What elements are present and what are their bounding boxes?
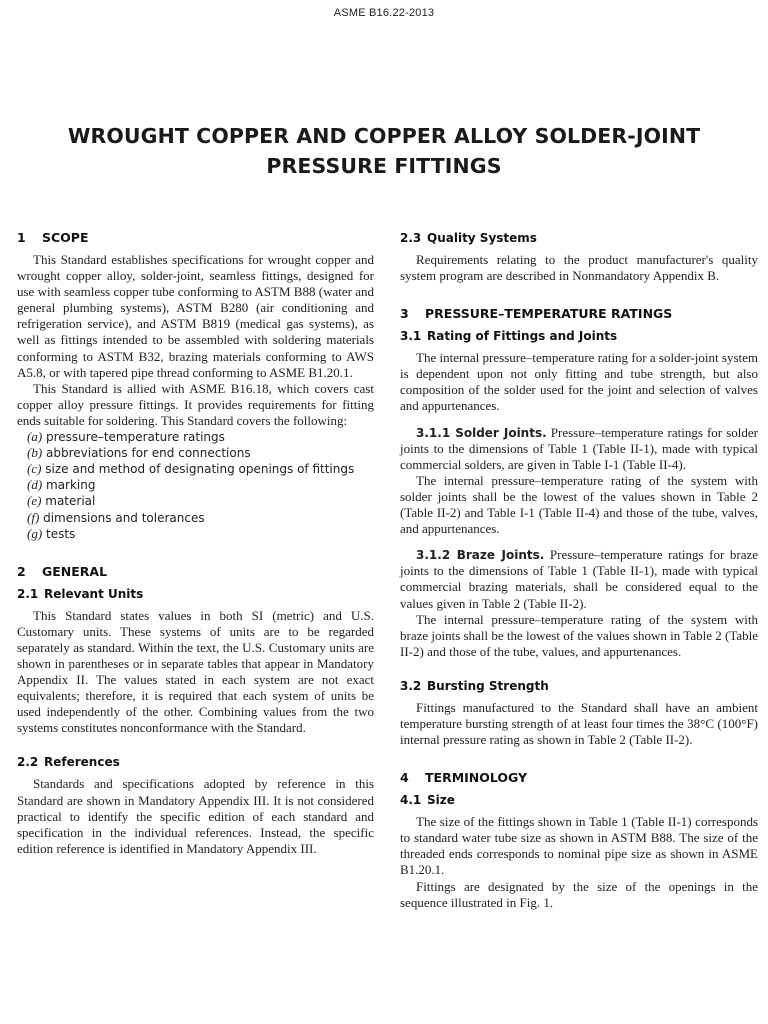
braze-joints-paragraph-1: 3.1.2 Braze Joints. Pressure–temperature ratings for braze joints to the dimensions of Table 1 (Table II-1), made with typical commercial brazing materials, shall be considered equal to the values given in Table 2 (Table II-2).: [400, 547, 759, 611]
subsection-heading-relevant-units: 2.1 Relevant Units: [17, 586, 144, 601]
quality-paragraph: Requirements relating to the product manufacturer's quality system program are described in Nonmandatory Appendix B.: [400, 252, 758, 284]
size-paragraph-1: The size of the fittings shown in Table 1 (Table II-1) corresponds to standard water tube size as shown in ASTM B88. The size of the threaded ends corresponds to nominal pipe size as shown in ASME B1.20.1.: [400, 814, 758, 878]
list-item: (a) pressure–temperature ratings: [27, 429, 225, 445]
title-line-2: PRESSURE FITTINGS: [266, 154, 502, 178]
braze-joints-paragraph-2: The internal pressure–temperature rating of the system with braze joints shall be the lowest of the values shown in Table 2 (Table II-2) and those of the tube, values, and appurtenances.: [400, 611, 758, 659]
subsection-heading-rating-of-fittings: 3.1 Rating of Fittings and Joints: [400, 329, 618, 344]
references-paragraph: Standards and specifications adopted by reference in this Standard are shown in Mandatory Appendix III. It is not considered practical to identify the specific edition of each standard and specification in the individual references. Instead, the specific edition reference is identified in Mandatory Appendix III.: [17, 776, 374, 856]
list-item: (d) marking: [27, 477, 96, 493]
section-heading-terminology: 4 TERMINOLOGY: [400, 770, 528, 786]
section-heading-scope: 1 SCOPE: [17, 230, 89, 245]
left-column: [17, 230, 374, 857]
list-item: (c) size and method of designating openings of fittings: [27, 461, 355, 477]
document-title: [40, 121, 728, 181]
size-paragraph-2: Fittings are designated by the size of the openings in the sequence illustrated in Fig. 1.: [400, 878, 758, 910]
units-paragraph: This Standard states values in both SI (metric) and U.S. Customary units. These systems of units are to be regarded separately as standard. Within the text, the U.S. Customary units are shown in parentheses or in separate tables that appear in Mandatory Appendix II. The values stated in each system are not exact equivalents; therefore, it is required that each system of units be used independently of the other. Combining values from the two systems constitutes nonconformance with the Standard.: [17, 607, 374, 736]
section-heading-general: 2 GENERAL: [17, 563, 108, 579]
list-item: (f) dimensions and tolerances: [27, 509, 205, 525]
running-header: ASME B16.22-2013: [333, 7, 435, 19]
title-line-1: WROUGHT COPPER AND COPPER ALLOY SOLDER-JOINT: [67, 124, 701, 148]
list-item: (b) abbreviations for end connections: [27, 445, 251, 461]
solder-joints-heading: 3.1.1 Solder Joints.: [416, 425, 547, 440]
scope-paragraph-1: This Standard establishes specifications for wrought copper and wrought copper alloy, solder-joint, seamless fittings, designed for use with seamless copper tube conforming to ASTM B88 (water and general plumbing systems), ASTM B280 (air conditioning and refrigeration service), and ASTM B819 (medical gas systems), as well as fittings intended to be assembled with soldering materials conforming to ASTM B32, brazing materials conforming to AWS A5.8, or with tapered pipe thread conforming to ASME B1.20.1.: [17, 252, 374, 380]
list-item: (g) tests: [27, 525, 76, 541]
subsection-heading-quality-systems: 2.3 Quality Systems: [400, 231, 537, 245]
scope-list: [17, 429, 374, 542]
list-item: (e) material: [27, 493, 96, 509]
section-heading-ratings: 3 PRESSURE–TEMPERATURE RATINGS: [400, 306, 673, 322]
subsection-heading-bursting-strength: 3.2 Bursting Strength: [400, 678, 549, 693]
subsection-heading-size: 4.1 Size: [400, 793, 455, 808]
solder-joints-paragraph-1: 3.1.1 Solder Joints. Pressure–temperature ratings for solder joints to the dimensions of Table 1 (Table II-1), made with typical commercial solders, are given in Table I-1 (Table II-4).: [400, 424, 759, 472]
solder-joints-paragraph-2: The internal pressure–temperature rating of the system with solder joints shall be the lowest of the values shown in Table 2 (Table II-2) and Table I-1 (Table II-4) and those of the tube, valves, and appurtenances.: [400, 472, 758, 537]
bursting-paragraph: Fittings manufactured to the Standard shall have an ambient temperature bursting strength of at least four times the 38°C (100°F) internal pressure rating as shown in Table 2 (Table II-2).: [400, 699, 758, 748]
scope-paragraph-2: This Standard is allied with ASME B16.18, which covers cast copper alloy pressure fittings. It provides requirements for fitting ends suitable for soldering. This Standard covers the following:: [17, 380, 374, 428]
braze-joints-heading: 3.1.2 Braze Joints.: [416, 548, 545, 563]
right-column: [400, 230, 758, 911]
subsection-heading-references: 2.2 References: [17, 755, 120, 770]
rating-paragraph: The internal pressure–temperature rating for a solder-joint system is dependent upon not only fitting and tube strength, but also composition of the solder used for the joint and selection of valves and appurtenances.: [400, 350, 758, 414]
